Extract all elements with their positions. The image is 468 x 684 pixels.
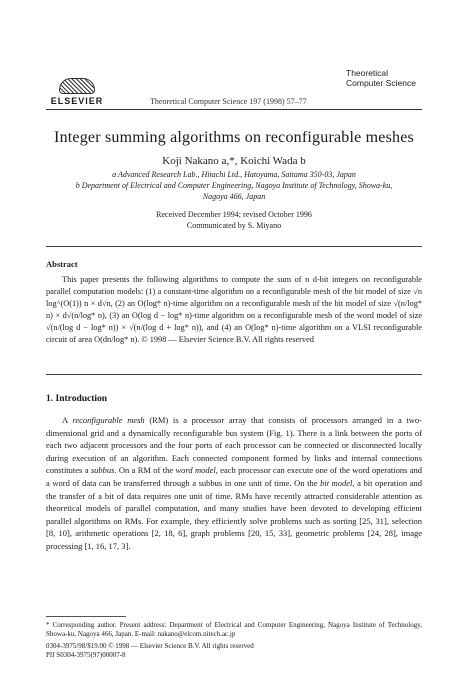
pii-line: PII S0304-3975(97)00007-8 [46, 651, 126, 659]
affiliation-b-cont: Nagoya 466, Japan [202, 192, 266, 201]
journal-citation: Theoretical Computer Science 197 (1998) 57–77 [150, 97, 307, 106]
term-reconfigurable-mesh: reconfigurable mesh [72, 415, 145, 425]
abstract-top-rule [46, 246, 422, 247]
text-run: . On a RM of the [114, 465, 176, 476]
abstract-body [46, 274, 422, 346]
publisher-logo [46, 78, 108, 106]
copyright-line: 0304-3975/98/$19.00 © 1998 — Elsevier Science B.V. All rights reserved [46, 642, 254, 650]
elsevier-tree-icon [59, 78, 95, 94]
term-word-model: word model [175, 465, 216, 476]
intro-paragraph [46, 414, 422, 553]
text-run: , a bit operation and the transfer of a bit of data requires one unit of time. RMs have recently attracted considerable attention as theoretical models of parallel computation, and many studies have been devoted to developing efficient parallel algorithms on RMs. For example, they efficiently solve problems such as sorting [25, 31], selection [8, 10], arithmetic operations [2, 18, 6], graph problems [20, 15, 33], geometric problems [24, 28], image processing [1, 16, 17, 3]. [46, 477, 423, 551]
authors: Koji Nakano a,*, Koichi Wada b [162, 155, 306, 167]
publisher-name: ELSEVIER [50, 96, 104, 106]
abstract-heading: Abstract [46, 259, 78, 269]
footnote-rule [46, 616, 126, 617]
affiliation-b: b Department of Electrical and Computer Engineering, Nagoya Institute of Technology, Showa-ku, [75, 181, 393, 190]
copyright-block [46, 642, 254, 660]
received-dates: Received December 1994; revised October 1996 [156, 210, 312, 219]
abstract-text: This paper presents the following algorithms to compute the sum of n d-bit integers on reconfigurable parallel computation models: (1) a constant-time algorithm on a reconfigurable mesh of the bit model of size √n log^(O(1)) n × d√n, (2) an O(log* n)-time algorithm on a reconfigurable mesh of the bit model of size √(n/log* n) × d√(n/log* n), (3) an O(log d − log* n)-time algorithm on a reconfigurable mesh of the word model of size √(n/(log d − log* n)) × √(n/(log d + log* n)), and (4) an O(log* n)-time algorithm on a VLSI reconfigurable circuit of area O(dn/log* n). © 1998 — Elsevier Science B.V. All rights reserved [46, 275, 422, 344]
affiliation-a: a Advanced Research Lab., Hitachi Ltd., Hatoyama, Saitama 350-03, Japan [112, 170, 356, 179]
header-divider [46, 109, 422, 110]
abstract-bottom-rule [46, 374, 422, 375]
journal-name-line2: Computer Science [346, 78, 416, 88]
term-bit-model: bit model [320, 477, 353, 488]
paper-title: Integer summing algorithms on reconfigurable meshes [54, 129, 414, 146]
text-run: A [62, 415, 73, 425]
term-subbus: subbus [90, 465, 115, 476]
text-run: , each processor can execute one of the word operations and a word of data can be transferred through a subbus in one unit of time. On the [46, 465, 423, 488]
section-heading: 1. Introduction [46, 394, 108, 404]
journal-name-line1: Theoretical [346, 68, 389, 78]
section-body [46, 414, 422, 553]
communicated-by: Communicated by S. Miyano [186, 221, 282, 230]
journal-name [346, 68, 416, 88]
footnote: * Corresponding author. Present address: Department of Electrical and Computer Engineering, Nagoya Institute of Technology, Showa-ku, Nagoya 466, Japan. E-mail: nakano@elcom.nitech.ac.jp [46, 621, 422, 638]
text-run: (RM) is a processor array that consists of processors arranged in a two-dimensional grid and a dynamically reconfigurable bus system (Fig. 1). There is a link between the ports of each two adjacent processors and the four ports of each processor can be connected or disconnected locally during execution of an algorithm. Each connected component formed by links and internal connections constitutes a [46, 415, 422, 476]
